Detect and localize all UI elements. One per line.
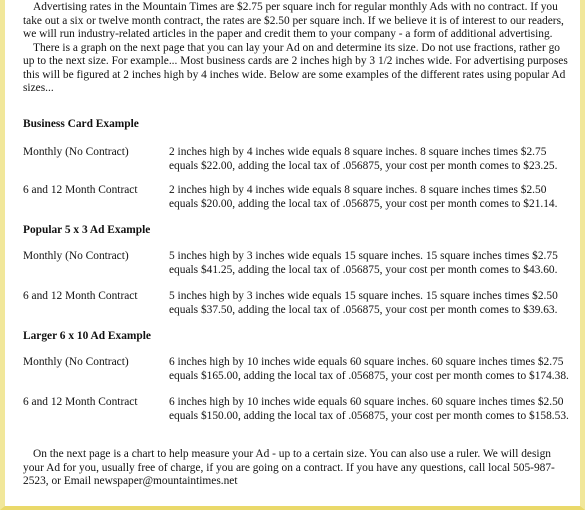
rate-row-label: 6 and 12 Month Contract xyxy=(23,396,138,408)
intro-paragraph-rates: Advertising rates in the Mountain Times are $2.75 per square inch for regular monthly Ads with no contract. If you take out a six or twelve month contract, the rates are $2.50 per square inch. If we believe it is of interest to our readers, we will run industry-related articles in the paper and credit them to your company - a form of additional advertising. xyxy=(23,1,564,40)
document-page xyxy=(23,0,573,487)
rate-row-description: 6 inches high by 10 inches wide equals 60 square inches. 60 square inches times $2.50 equals $150.00, adding the local tax of .056875, your cost per month comes to $158.53. xyxy=(169,396,569,422)
rate-row-description: 2 inches high by 4 inches wide equals 8 square inches. 8 square inches times $2.50 equals $20.00, adding the local tax of .056875, your cost per month comes to $21.14. xyxy=(169,184,558,210)
rate-row-label: Monthly (No Contract) xyxy=(23,250,129,262)
rate-row-description: 5 inches high by 3 inches wide equals 15 square inches. 15 square inches times $2.75 equals $41.25, adding the local tax of .056875, your cost per month comes to $43.60. xyxy=(169,250,558,276)
rate-row-label: 6 and 12 Month Contract xyxy=(23,184,138,196)
rate-row-description: 5 inches high by 3 inches wide equals 15 square inches. 15 square inches times $2.50 equals $37.50, adding the local tax of .056875, your cost per month comes to $39.63. xyxy=(169,290,558,316)
section-title-5x3-ad: Popular 5 x 3 Ad Example xyxy=(23,224,151,236)
intro-paragraph-sizing: There is a graph on the next page that you can lay your Ad on and determine its size. Do not use fractions, rather go up to the next size. For example... Most business cards are 2 inches high by 3 1/2 inches wide. For advertising purposes this will be figured at 2 inches high by 4 inches wide. Below are some examples of the different rates using popular Ad sizes... xyxy=(23,41,568,94)
rate-row-description: 2 inches high by 4 inches wide equals 8 square inches. 8 square inches times $2.75 equals $22.00, adding the local tax of .056875, your cost per month comes to $23.25. xyxy=(169,146,558,172)
section-title-business-card: Business Card Example xyxy=(23,118,139,130)
rate-row-label: Monthly (No Contract) xyxy=(23,146,129,158)
rate-row-description: 6 inches high by 10 inches wide equals 60 square inches. 60 square inches times $2.75 equals $165.00, adding the local tax of .056875, your cost per month comes to $174.38. xyxy=(169,356,569,382)
rate-row-label: 6 and 12 Month Contract xyxy=(23,290,138,302)
rate-row-label: Monthly (No Contract) xyxy=(23,356,129,368)
section-title-6x10-ad: Larger 6 x 10 Ad Example xyxy=(23,330,151,342)
closing-paragraph-contact: On the next page is a chart to help measure your Ad - up to a certain size. You can also use a ruler. We will design your Ad for you, usually free of charge, if you are going on a contract. If you have any questions, call local 505-987-2523, or Email newspaper@mountaintimes.net xyxy=(23,448,555,487)
